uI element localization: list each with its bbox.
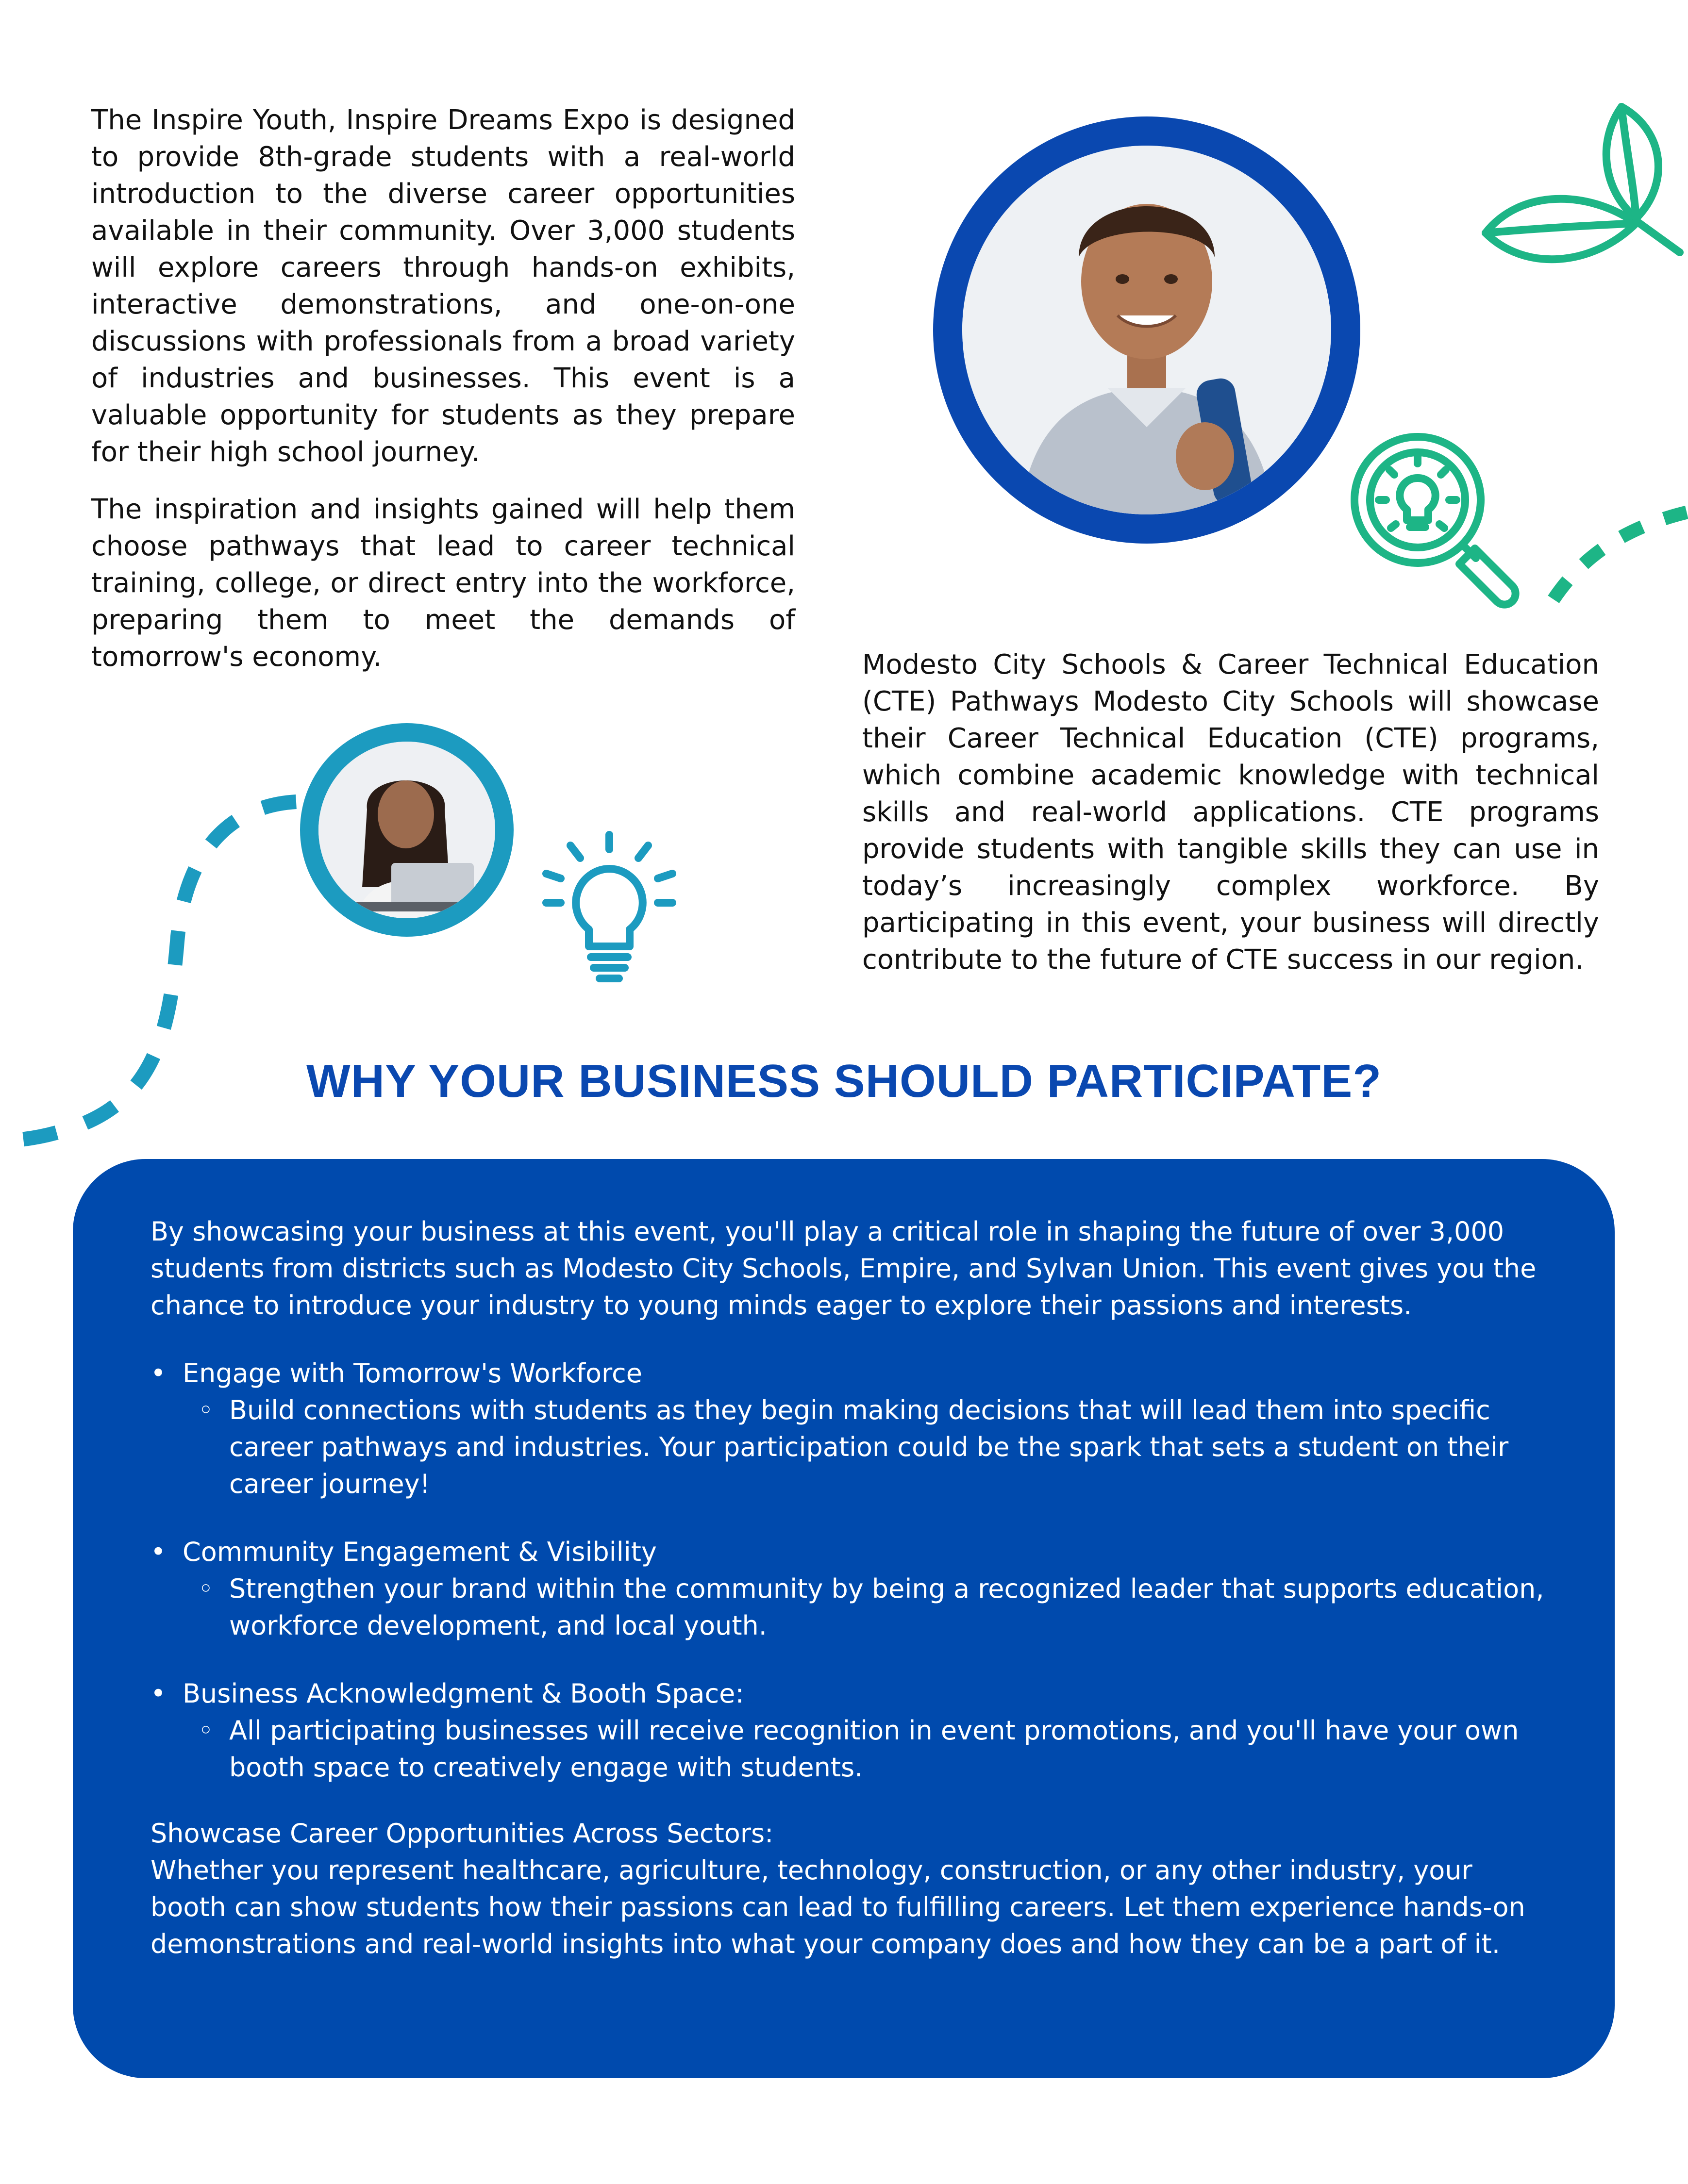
sub-bullet-item	[150, 1571, 1549, 1644]
cte-paragraph: Modesto City Schools & Career Technical Education (CTE) Pathways Modesto City Schools will showcase their Career Technical Education (CTE) programs, which combine academic knowledge with technical skills and real-world applications. CTE programs provide students with tangible skills they can use in today’s increasingly complex workforce. By participating in this event, your business will directly contribute to the future of CTE success in our region.	[862, 649, 1599, 976]
bullet-title: Business Acknowledgment & Booth Space:	[183, 1678, 744, 1709]
outro-title: Showcase Career Opportunities Across Sectors:	[150, 1818, 774, 1849]
bullet-dot-icon: •	[150, 1678, 166, 1709]
sub-bullet-circle-icon: ◦	[198, 1573, 214, 1604]
bullet-item	[150, 1355, 1549, 1503]
leaf-icon	[1476, 92, 1688, 306]
bullet-title: Community Engagement & Visibility	[183, 1537, 657, 1567]
student-photo-girl	[300, 723, 514, 937]
lightbulb-icon	[536, 830, 682, 985]
sub-bullet-text: Strengthen your brand within the community by being a recognized leader that supports education, workforce development, and local youth.	[229, 1573, 1544, 1641]
sub-bullet-circle-icon: ◦	[198, 1715, 214, 1746]
bullet-dot-icon: •	[150, 1358, 166, 1389]
sub-bullet-item	[150, 1392, 1549, 1503]
outro-body: Whether you represent healthcare, agriculture, technology, construction, or any other industry, your booth can show students how their passions can lead to fulfilling careers. Let them experience hands-on demonstrations and real-world insights into what your company does and how they can be a part of it.	[150, 1855, 1525, 1959]
cte-section	[862, 646, 1599, 978]
participation-panel	[73, 1159, 1615, 2078]
sub-bullet-text: All participating businesses will receive recognition in event promotions, and you'll have your own booth space to creatively engage with students.	[229, 1715, 1519, 1783]
student-photo-boy	[933, 116, 1360, 544]
intro-section	[91, 102, 795, 676]
bullet-dot-icon: •	[150, 1537, 166, 1567]
sub-bullet-circle-icon: ◦	[198, 1395, 214, 1425]
panel-lead-text: By showcasing your business at this event, you'll play a critical role in shaping the future of over 3,000 students from districts such as Modesto City Schools, Empire, and Sylvan Union. This event gives you the chance to introduce your industry to young minds eager to explore their passions and interests.	[150, 1216, 1537, 1321]
outro-section	[150, 1815, 1549, 1963]
bullet-item	[150, 1675, 1549, 1786]
bullet-title: Engage with Tomorrow's Workforce	[183, 1358, 642, 1389]
magnifier-lightbulb-icon	[1345, 427, 1539, 621]
sub-bullet-text: Build connections with students as they begin making decisions that will lead them into specific career pathways and industries. Your participation could be the spark that sets a student on their career journey!	[229, 1395, 1509, 1499]
boy-portrait-image	[962, 146, 1331, 514]
section-heading: WHY YOUR BUSINESS SHOULD PARTICIPATE?	[306, 1055, 1382, 1107]
bullet-item	[150, 1534, 1549, 1644]
intro-paragraph-2: The inspiration and insights gained will help them choose pathways that lead to career technical training, college, or direct entry into the workforce, preparing them to meet the demands of tomorrow's economy.	[91, 494, 795, 673]
green-dashed-path-decoration	[1534, 490, 1688, 607]
intro-paragraph-1: The Inspire Youth, Inspire Dreams Expo is designed to provide 8th-grade students with a real-world introduction to the diverse career opportunities available in their community. Over 3,000 students will explore careers through hands-on exhibits, interactive demonstrations, and one-on-one discussions with professionals from a broad variety of industries and businesses. This event is a valuable opportunity for students as they prepare for their high school journey.	[91, 104, 795, 468]
girl-laptop-image	[318, 742, 495, 918]
sub-bullet-item	[150, 1712, 1549, 1786]
